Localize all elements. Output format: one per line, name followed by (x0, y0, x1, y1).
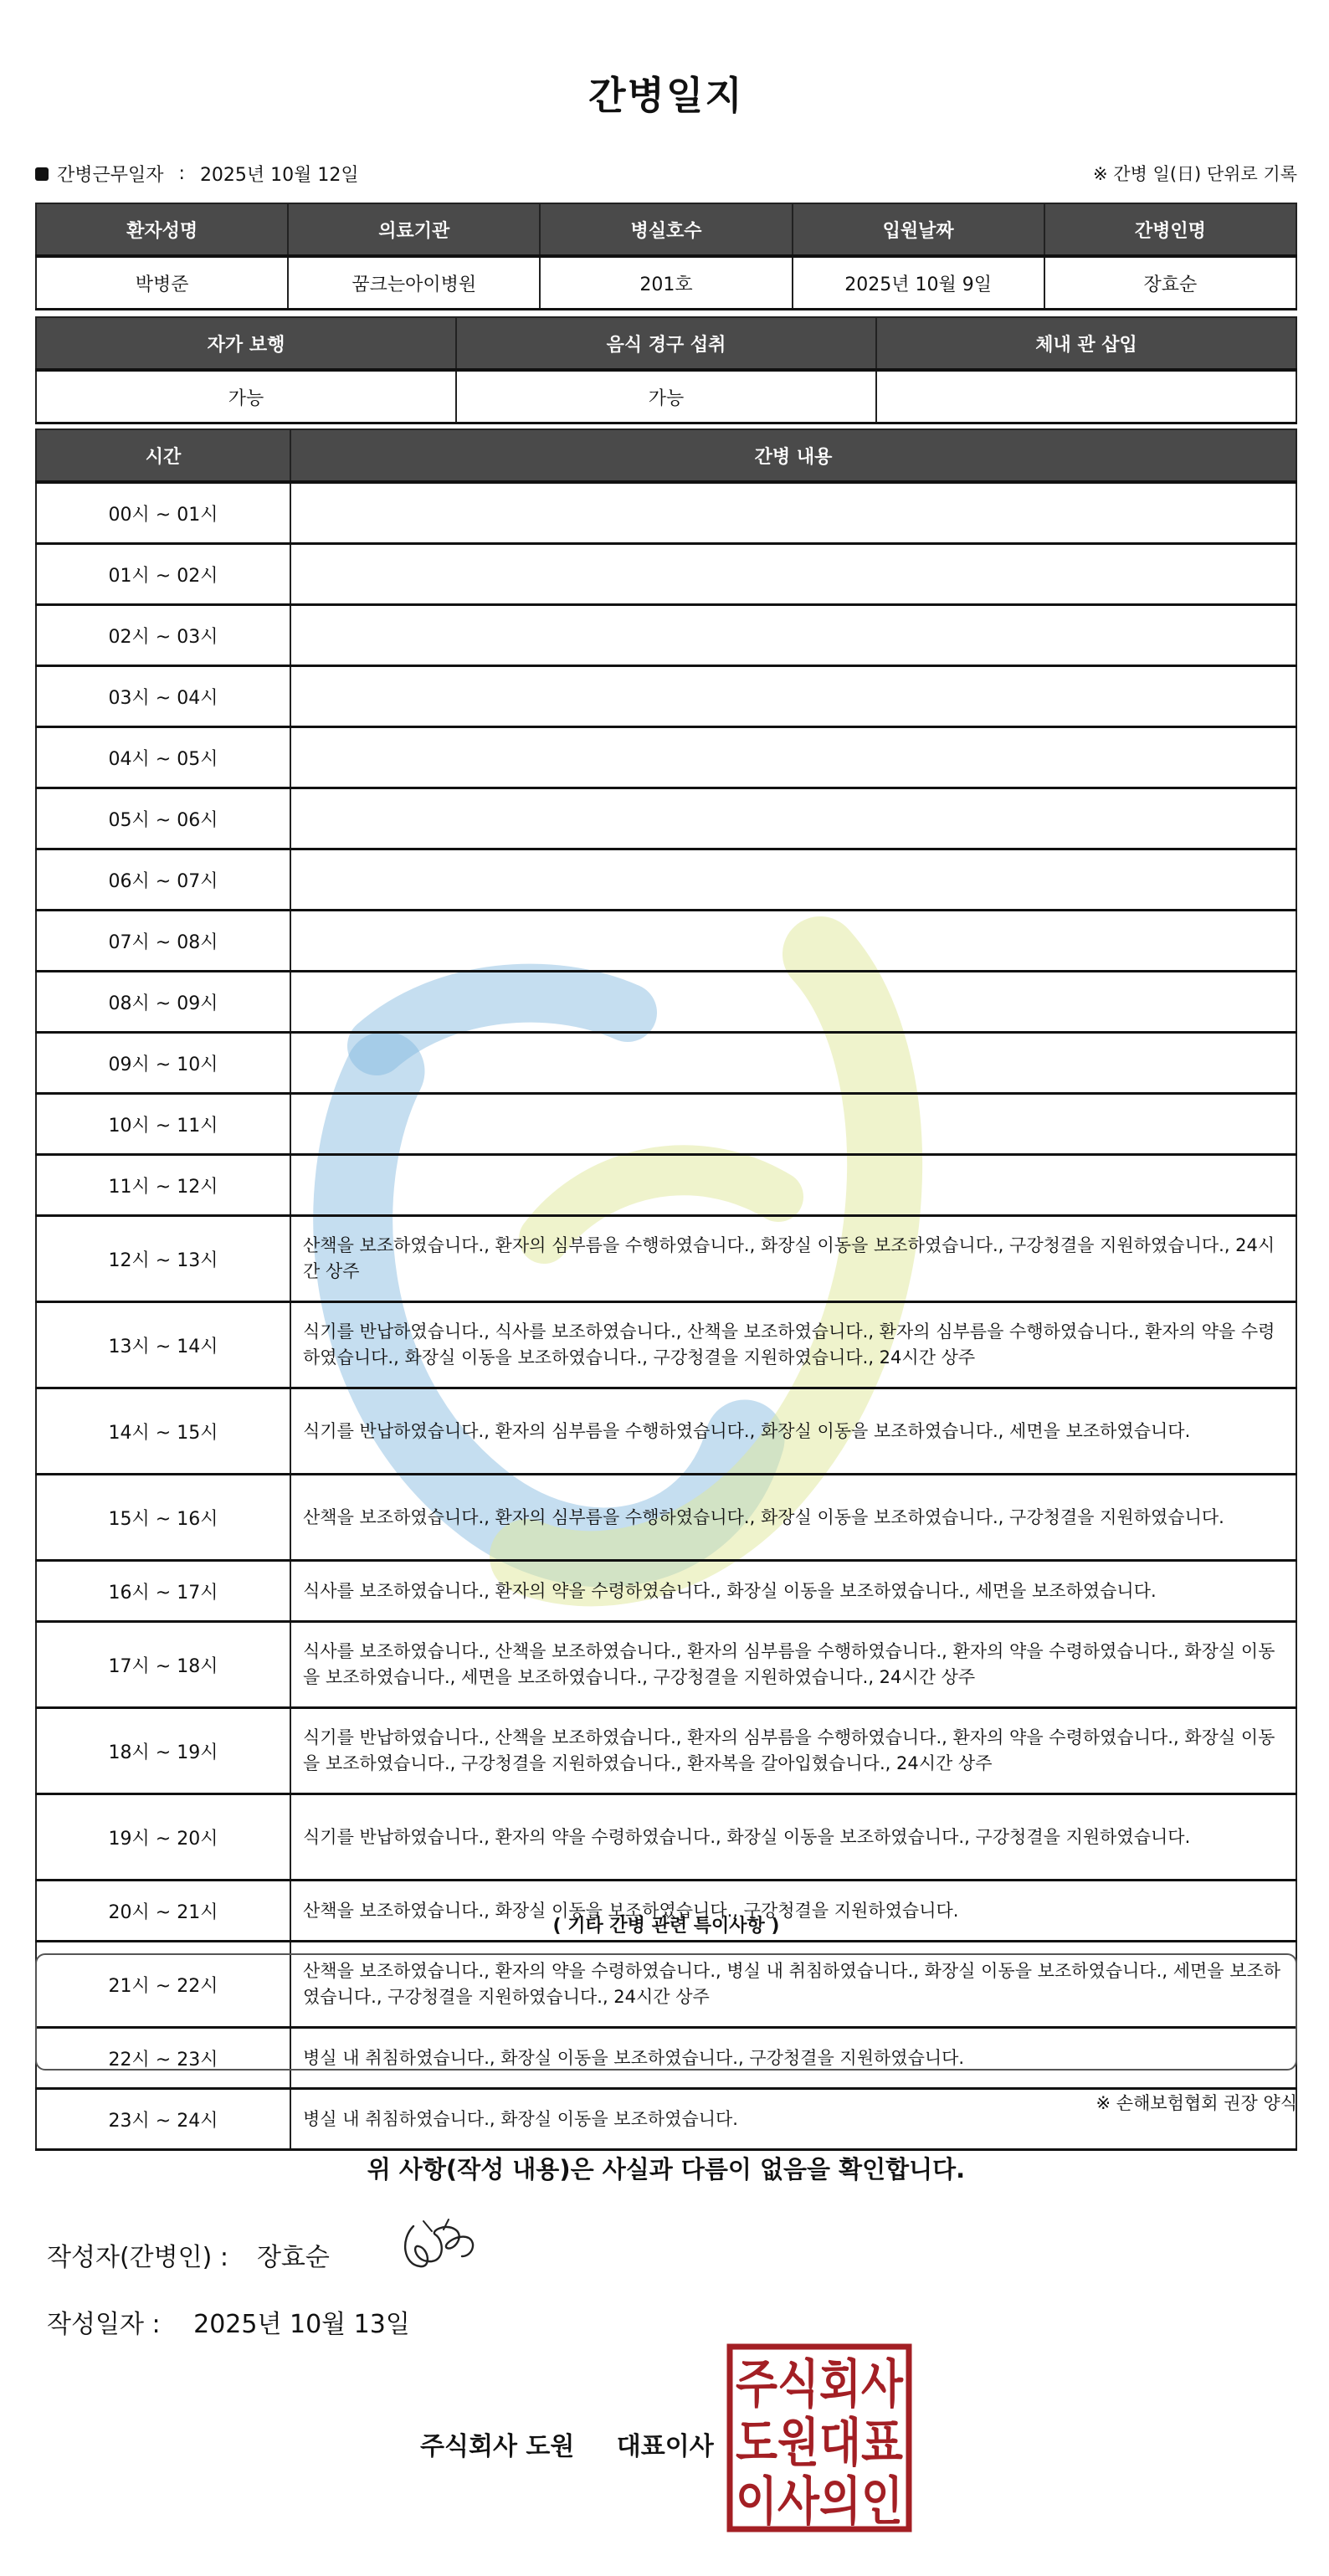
time-header: 시간 (36, 429, 290, 482)
time-cell: 14시 ~ 15시 (36, 1388, 290, 1475)
content-cell: 산책을 보조하였습니다., 화장실 이동을 보조하였습니다., 구강청결을 지원하였습니다. (290, 1881, 1296, 1942)
admission-date: 2025년 10월 9일 (793, 256, 1044, 310)
time-cell: 16시 ~ 17시 (36, 1561, 290, 1622)
content-cell (290, 911, 1296, 972)
content-cell (290, 788, 1296, 849)
table-row (36, 1302, 1296, 1388)
time-cell: 12시 ~ 13시 (36, 1216, 290, 1302)
time-cell: 19시 ~ 20시 (36, 1794, 290, 1881)
content-cell: 식기를 반납하였습니다., 환자의 약을 수령하였습니다., 화장실 이동을 보조하였습니다., 구강청결을 지원하였습니다. (290, 1794, 1296, 1881)
admission-date-header: 입원날짜 (793, 203, 1044, 256)
time-cell: 11시 ~ 12시 (36, 1155, 290, 1216)
time-cell: 18시 ~ 19시 (36, 1708, 290, 1794)
caregiver-name-header: 간병인명 (1044, 203, 1296, 256)
content-cell (290, 972, 1296, 1033)
written-date-row (47, 2303, 410, 2340)
company-signoff (420, 2425, 714, 2462)
content-cell (290, 482, 1296, 544)
work-date-colon: : (178, 163, 185, 184)
time-cell: 20시 ~ 21시 (36, 1881, 290, 1942)
table-row (36, 1794, 1296, 1881)
special-notes-label: ( 기타 간병 관련 특이사항 ) (552, 1916, 780, 1937)
writer-label: 작성자(간병인) : (47, 2243, 228, 2272)
svg-text:이사의인: 이사의인 (736, 2471, 903, 2532)
caregiver-name: 장효순 (1044, 256, 1296, 310)
time-cell: 17시 ~ 18시 (36, 1622, 290, 1708)
walking-header: 자가 보행 (36, 317, 456, 370)
ceo-title: 대표이사 (616, 2432, 714, 2461)
content-cell: 식기를 반납하였습니다., 산책을 보조하였습니다., 환자의 심부름을 수행하였습니다., 환자의 약을 수령하였습니다., 화장실 이동을 보조하였습니다., 구강청결을 지원하였습니다., 환자복을 갈아입혔습니다., 24시간 상주 (290, 1708, 1296, 1794)
content-cell (290, 605, 1296, 666)
table-row (36, 482, 1296, 544)
content-cell: 병실 내 취침하였습니다., 화장실 이동을 보조하였습니다. (290, 2089, 1296, 2150)
written-date-value: 2025년 10월 13일 (193, 2310, 410, 2339)
table-row (36, 911, 1296, 972)
table-row (36, 1033, 1296, 1094)
content-cell (290, 666, 1296, 727)
written-date-label: 작성일자 : (47, 2310, 161, 2339)
content-cell: 산책을 보조하였습니다., 환자의 약을 수령하였습니다., 병실 내 취침하였습니다., 화장실 이동을 보조하였습니다., 세면을 보조하였습니다., 구강청결을 지원하였습니다., 24시간 상주 (290, 1942, 1296, 2028)
time-cell: 15시 ~ 16시 (36, 1475, 290, 1561)
time-cell: 23시 ~ 24시 (36, 2089, 290, 2150)
content-cell: 산책을 보조하였습니다., 환자의 심부름을 수행하였습니다., 화장실 이동을 보조하였습니다., 구강청결을 지원하였습니다. (290, 1475, 1296, 1561)
time-cell: 03시 ~ 04시 (36, 666, 290, 727)
table-row (36, 788, 1296, 849)
time-cell: 05시 ~ 06시 (36, 788, 290, 849)
svg-text:주식회사: 주식회사 (736, 2353, 904, 2414)
svg-text:도원대표: 도원대표 (736, 2412, 904, 2473)
table-row (36, 727, 1296, 788)
hospital-header: 의료기관 (288, 203, 540, 256)
care-log-rows (36, 482, 1296, 2150)
table-row (36, 666, 1296, 727)
content-cell: 식사를 보조하였습니다., 환자의 약을 수령하였습니다., 화장실 이동을 보조하였습니다., 세면을 보조하였습니다. (290, 1561, 1296, 1622)
content-cell: 식기를 반납하였습니다., 환자의 심부름을 수행하였습니다., 화장실 이동을 보조하였습니다., 세면을 보조하였습니다. (290, 1388, 1296, 1475)
table-row (36, 1475, 1296, 1561)
patient-status-table (35, 316, 1297, 424)
table-row (36, 544, 1296, 605)
tube-insertion-header: 체내 관 삽입 (876, 317, 1296, 370)
content-cell (290, 1155, 1296, 1216)
work-date-value: 2025년 10월 12일 (199, 165, 359, 186)
content-cell (290, 849, 1296, 911)
oral-intake-header: 음식 경구 섭취 (456, 317, 876, 370)
page-title: 간병일지 (588, 73, 744, 118)
time-cell: 01시 ~ 02시 (36, 544, 290, 605)
handwritten-signature (395, 2214, 487, 2278)
content-cell (290, 727, 1296, 788)
content-cell (290, 544, 1296, 605)
table-row (36, 1561, 1296, 1622)
table-row (36, 972, 1296, 1033)
time-cell: 07시 ~ 08시 (36, 911, 290, 972)
record-unit-note: ※ 간병 일(日) 단위로 기록 (1093, 164, 1297, 184)
time-cell: 10시 ~ 11시 (36, 1094, 290, 1155)
content-header: 간병 내용 (290, 429, 1296, 482)
content-cell: 식사를 보조하였습니다., 산책을 보조하였습니다., 환자의 심부름을 수행하였습니다., 환자의 약을 수령하였습니다., 화장실 이동을 보조하였습니다., 세면을 보조하였습니다., 구강청결을 지원하였습니다., 24시간 상주 (290, 1622, 1296, 1708)
work-date-label: 간병근무일자 (57, 165, 164, 186)
table-row (36, 1388, 1296, 1475)
table-row (36, 1622, 1296, 1708)
oral-intake-value: 가능 (456, 370, 876, 423)
content-cell: 산책을 보조하였습니다., 환자의 심부름을 수행하였습니다., 화장실 이동을 보조하였습니다., 구강청결을 지원하였습니다., 24시간 상주 (290, 1216, 1296, 1302)
table-row (36, 849, 1296, 911)
table-row (36, 1155, 1296, 1216)
content-cell: 식기를 반납하였습니다., 식사를 보조하였습니다., 산책을 보조하였습니다., 환자의 심부름을 수행하였습니다., 환자의 약을 수령하였습니다., 화장실 이동을 보조하였습니다., 구강청결을 지원하였습니다., 24시간 상주 (290, 1302, 1296, 1388)
time-cell: 00시 ~ 01시 (36, 482, 290, 544)
time-cell: 09시 ~ 10시 (36, 1033, 290, 1094)
table-row (36, 1216, 1296, 1302)
company-seal (726, 2343, 912, 2532)
content-cell (290, 1033, 1296, 1094)
recommend-note: ※ 손해보험협회 권장 양식 (1096, 2093, 1297, 2113)
writer-row (47, 2236, 330, 2273)
time-cell: 02시 ~ 03시 (36, 605, 290, 666)
time-cell: 06시 ~ 07시 (36, 849, 290, 911)
room-number: 201호 (540, 256, 792, 310)
table-row (36, 1094, 1296, 1155)
content-cell: 병실 내 취침하였습니다., 화장실 이동을 보조하였습니다., 구강청결을 지원하였습니다. (290, 2028, 1296, 2089)
meta-row (35, 161, 1297, 187)
writer-name: 장효순 (256, 2243, 330, 2272)
hospital-name: 꿈크는아이병원 (288, 256, 540, 310)
confirm-statement: 위 사항(작성 내용)은 사실과 다름이 없음을 확인합니다. (367, 2155, 966, 2183)
company-name: 주식회사 도원 (420, 2432, 575, 2461)
time-cell: 08시 ~ 09시 (36, 972, 290, 1033)
walking-value: 가능 (36, 370, 456, 423)
time-cell: 21시 ~ 22시 (36, 1942, 290, 2028)
time-cell: 13시 ~ 14시 (36, 1302, 290, 1388)
room-header: 병실호수 (540, 203, 792, 256)
content-cell (290, 1094, 1296, 1155)
care-log-table (35, 428, 1297, 2151)
table-row (36, 605, 1296, 666)
tube-insertion-value (876, 370, 1296, 423)
special-notes-box (35, 1953, 1297, 2071)
time-cell: 04시 ~ 05시 (36, 727, 290, 788)
time-cell: 22시 ~ 23시 (36, 2028, 290, 2089)
patient-name-header: 환자성명 (36, 203, 288, 256)
patient-info-table (35, 203, 1297, 310)
square-bullet-icon (35, 167, 49, 181)
work-date (35, 161, 359, 187)
patient-name: 박병준 (36, 256, 288, 310)
table-row (36, 1708, 1296, 1794)
